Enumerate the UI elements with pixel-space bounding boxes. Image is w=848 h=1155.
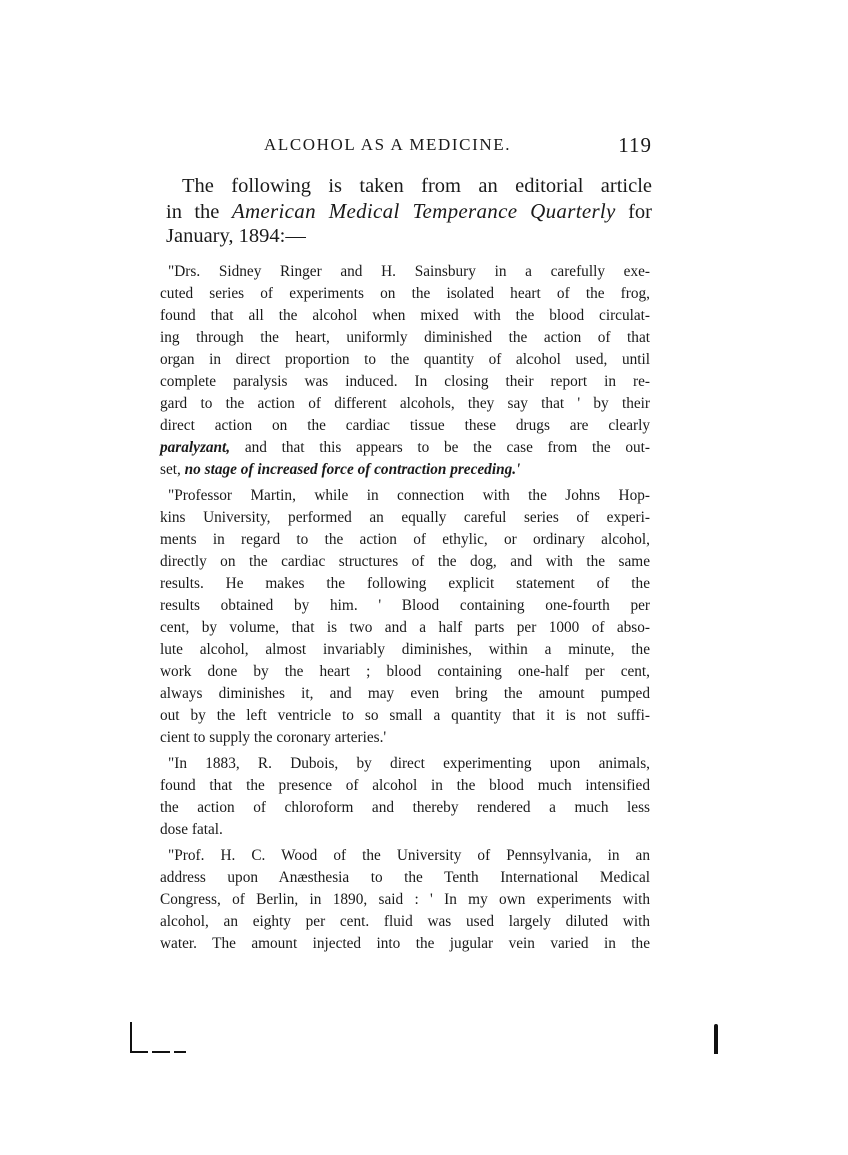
text-line: gard to the action of different alcohols, they say that ' by their <box>160 395 650 412</box>
text-line: "Prof. H. C. Wood of the University of Pennsylvania, in an <box>168 847 650 864</box>
text-line: lute alcohol, almost invariably diminishes, within a minute, the <box>160 641 650 658</box>
text-line: found that the presence of alcohol in the blood much intensified <box>160 777 650 794</box>
emphasis-text: no stage of increased force of contraction preceding.' <box>184 461 521 478</box>
intro-line: January, 1894:— <box>166 225 306 247</box>
text-line: cient to supply the coronary arteries.' <box>160 729 387 746</box>
intro-text: in the <box>166 201 220 223</box>
scan-edge-mark <box>712 1020 720 1056</box>
scan-edge-bar <box>714 1024 718 1054</box>
journal-title: American Medical Temperance Quarterly <box>231 199 616 223</box>
intro-text: for <box>628 201 653 223</box>
text-span: set, <box>160 461 181 478</box>
intro-line: The following is taken from an editorial article <box>182 175 652 197</box>
paragraph-martin <box>160 485 650 749</box>
running-title: ALCOHOL AS A MEDICINE. <box>264 135 512 154</box>
text-line: "In 1883, R. Dubois, by direct experimenting upon animals, <box>168 755 650 772</box>
text-line: out by the left ventricle to so small a quantity that it is not suffi- <box>160 707 650 724</box>
text-line: "Professor Martin, while in connection with the Johns Hop- <box>168 487 650 504</box>
paragraph-dubois <box>160 753 650 841</box>
text-line: the action of chloroform and thereby rendered a much less <box>160 799 650 816</box>
running-head <box>160 133 654 159</box>
text-line <box>160 437 650 459</box>
scan-corner-mark <box>127 1022 187 1056</box>
text-line: cent, by volume, that is two and a half parts per 1000 of abso- <box>160 619 650 636</box>
text-line: cuted series of experiments on the isolated heart of the frog, <box>160 285 650 302</box>
emphasis-text: paralyzant, <box>160 439 231 456</box>
text-line: results. He makes the following explicit statement of the <box>160 575 650 592</box>
intro-paragraph <box>166 174 652 249</box>
paragraph-ringer-sainsbury <box>160 261 650 481</box>
text-line: always diminishes it, and may even bring the amount pumped <box>160 685 650 702</box>
page-number: 119 <box>618 133 652 157</box>
paragraph-wood <box>160 845 650 955</box>
text-line: found that all the alcohol when mixed with the blood circulat- <box>160 307 650 324</box>
text-line: organ in direct proportion to the quantity of alcohol used, until <box>160 351 650 368</box>
text-line <box>160 459 650 481</box>
text-span: and that this appears to be the case from the out- <box>244 439 650 456</box>
text-line: dose fatal. <box>160 821 223 838</box>
text-line: direct action on the cardiac tissue these drugs are clearly <box>160 417 650 434</box>
text-line: alcohol, an eighty per cent. fluid was used largely diluted with <box>160 913 650 930</box>
text-line: work done by the heart ; blood containing one-half per cent, <box>160 663 650 680</box>
text-line: ing through the heart, uniformly diminished the action of that <box>160 329 650 346</box>
text-line: Congress, of Berlin, in 1890, said : ' In my own experiments with <box>160 891 650 908</box>
quoted-text <box>160 261 650 955</box>
text-line: complete paralysis was induced. In closing their report in re- <box>160 373 650 390</box>
text-line: water. The amount injected into the jugular vein varied in the <box>160 935 650 952</box>
text-line: ments in regard to the action of ethylic, or ordinary alcohol, <box>160 531 650 548</box>
text-line: results obtained by him. ' Blood containing one-fourth per <box>160 597 650 614</box>
text-line: "Drs. Sidney Ringer and H. Sainsbury in a carefully exe- <box>168 263 650 280</box>
scan-mark-vertical <box>130 1022 132 1052</box>
text-line: kins University, performed an equally careful series of experi- <box>160 509 650 526</box>
text-line: address upon Anæsthesia to the Tenth International Medical <box>160 869 650 886</box>
intro-line <box>166 199 652 224</box>
scan-mark-horizontal <box>130 1051 186 1053</box>
text-line: directly on the cardiac structures of the dog, and with the same <box>160 553 650 570</box>
